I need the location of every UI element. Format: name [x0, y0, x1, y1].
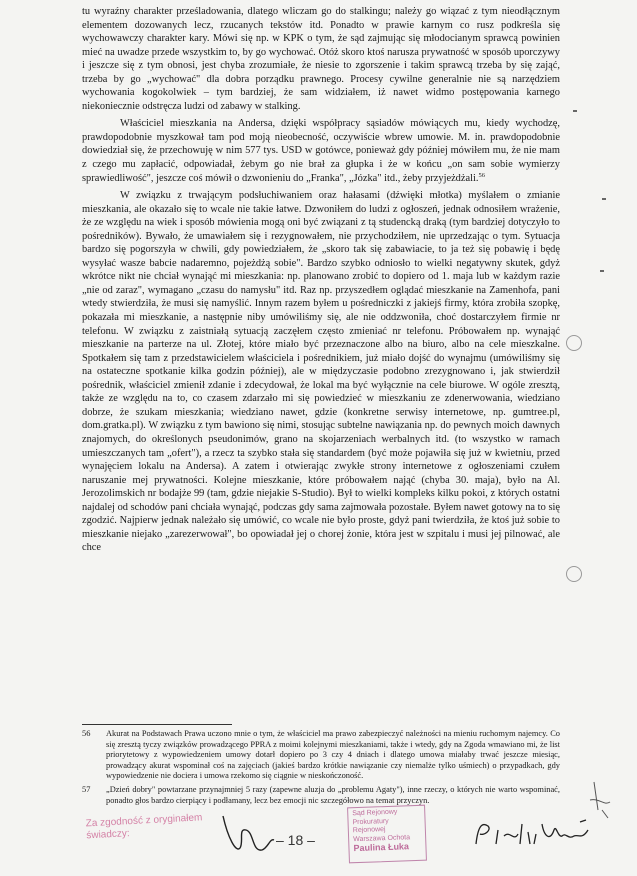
paragraph-3-text: W związku z trwającym podsłuchiwaniem oraz hałasami (dźwięki młotka) myślałem o zmianie mieszkania, ale okazało się to wcale nie takie łatwe. Dzwoniłem do ludzi z ogłoszeń, jednak odnosiłem wrażenie, że ze względu na wiek i sposób mówienia mogą oni być związani z tą studencką draką (tym bardziej dotyczyło to pośredników). Bywało, że umawiałem się i rezygnowałem, nie przychodziłem, nie uprzedzając o tym. Sytuacja bardzo się pogorszyła w chwili, gdy powiedziałem, że „skoro tak się zabawiacie, to ja też się pobawię i będę wysyłać wasze babcie nadaremno, pojeżdżą sobie". Bardzo szybko odniosło to wielki negatywny skutek, gdyż wkrótce nikt nie chciał wynająć mi mieszkania: np. planowano zrobić to dopiero od 1. maja lub w każdym razie „nie od zaraz", wymagano „czasu do namysłu" itd. Raz np. przyszedłem oglądać mieszkanie na Zamenhofa, pani wtedy stwierdziła, że musi się namyślić. Innym razem byłem u pośredniczki z jakiejś firmy, która zrobiła szopkę, pokazała mi mieszkanie, a następnie niby umówiliśmy się, ale nie oddzwoniła, choć dostarczyłem firmie nr telefonu. W związku z zaistniałą sytuacją zaczęłem często zmieniać nr telefonu. Próbowałem np. wynająć mieszkanie na parterze na ul. Złotej, które miało być przeznaczone albo na biuro, albo na cele mieszkalne. Spotkałem się tam z przedstawicielem właściciela i pośrednikiem, już miało dojść do wynajmu (umówiliśmy się na ostateczne spotkanie kilka godzin później), ale w międzyczasie podobno zrezygnowano i, jak stwierdził pośrednik, właściciel zmienił zdanie i zdecydował, że lokal ma być wyłącznie na cele biurowe. W ogóle zresztą, także ze względu na to, co czasem zdarzało mi się powiedzieć w mieszkaniu ze zdenerwowania, wiedziano dobrze, że szukam mieszkania; wiedziano nawet, gdzie (konkretne serwisy internetowe, np. gumtree.pl, dom.gratka.pl). W związku z tym bawiono się nimi, stosując subtelne nawiązania np. do pewnych moich dawnych znajomych, do określonych pseudonimów, grano na skojarzeniach werbalnych itd. (to wszystko w ramach umieszczanych tam „ofert"), a rzecz ta szybko stała się standardem (być może pojawiła się już w kwietniu, przed wynajęciem lokalu na Andersa). A zatem i otwierając zwykłe strony internetowe z ogłoszeniami czułem naruszanie mej prywatności. Kolejne mieszkanie, które próbowałem nająć (chyba 30. maja), było na Al. Jerozolimskich nr bodajże 99 (tam, gdzie niejakie S-Studio). Był to wielki kompleks kilku pokoi, z których ostatni najdalej od schodów pani chciała wynająć, podczas gdy sama zajmowała pozostałe. Byłem nawet gotowy na to się zgodzić. Najpierw jednak należało się umówić, co wcale nie było proste, gdyż pani twierdziła, że ktoś już sobie to mieszkanie niejako „zarezerwował", bo opowiadał jej o chorej żonie, która jest w szpitalu i musi jej pilnować, ale chce	[82, 190, 560, 554]
footnote-56	[82, 729, 560, 782]
stamp-line: Warszawa Ochota	[353, 833, 411, 843]
stamp-line: Sąd Rejonowy	[352, 808, 398, 818]
footnote-text: „Dzień dobry" powtarzane przynajmniej 5 razy (zapewne aluzja do „problemu Agaty"), inne rzeczy, o których nie warto wspominać, ponadto głos bardzo cierpiący i podłamany, lecz bez emocji nic szczegółowo na temat przyczyn.	[106, 784, 560, 805]
stamp-line: Prokuratury Rejonowej	[352, 817, 389, 835]
stamp-line: świadczy:	[86, 828, 130, 842]
page-number: – 18 –	[276, 832, 315, 848]
margin-dot-icon	[600, 270, 604, 272]
signature-right-icon	[470, 816, 610, 852]
stamp-line: Za zgodność z oryginałem	[85, 812, 203, 830]
footnote-57	[82, 785, 560, 806]
punch-hole-icon	[566, 566, 582, 582]
paragraph-2	[82, 117, 560, 185]
paragraph-3	[82, 189, 560, 555]
footnote-ref-56: 56	[478, 171, 485, 179]
signature-left-icon	[218, 808, 278, 858]
punch-hole-icon	[566, 335, 582, 351]
margin-mark-icon	[586, 780, 616, 820]
footnote-text: Akurat na Podstawach Prawa uczono mnie o tym, że właściciel ma prawo zabezpieczyć należności na mieniu ruchomym najemcy. Co się zresztą tyczy związków prowadzącego PPRA z moimi kolejnymi mieszkaniami, także i wtedy, gdy na Zgoda wmawiano mi, że list priorytetowy z wypowiedzeniem umowy dotarł dopiero po 3 czy 4 dniach i dlatego umowa miałaby trwać jeszcze miesiąc, prowadzący akurat wspominał coś na zajęciach (jakieś bardzo krótkie nawiązanie czy niemalże tylko uśmiech) o przypadkach, gdy wypowiedzenie nie dociera i umowa rzekomo się ciągnie w nieskończoność.	[106, 729, 560, 781]
footnote-number: 57	[82, 784, 91, 794]
margin-dot-icon	[573, 110, 577, 112]
stamp-name: Paulina Łuka	[353, 841, 410, 854]
official-stamp	[347, 805, 427, 864]
paragraph-1-text: tu wyraźny charakter prześladowania, dlatego wliczam go do stalkingu; należy go wiązać z tym nieodłącznym elementem dozowanych lecz, rzucanych tekstów itd. Ponadto w prawie karnym co rusz podkreśla się wychowawczy charakter kary. Mówi się np. w KPK o tym, że sąd zajmując się młodocianym sprawcą powinien mieć na uwadze przede wszystkim to, by go wychować. Otóż skoro ktoś narusza prywatność w sposób uporczywy i jeszcze się z tym obnosi, jest chyba zrozumiałe, że niesie to zgorszenie i takim sprawcą trzeba by się zająć, trzeba by go „wychować" dla dobra porządku prawnego. Procesy cywilne generalnie nie są narzędziem wychowania kogokolwiek – tym bardziej, że sam widziałem, iż nawet widmo postępowania karnego niekoniecznie odstręcza ludzi od zabawy w stalking.	[82, 6, 560, 112]
certification-stamp	[85, 812, 216, 843]
footnote-number: 56	[82, 729, 91, 738]
margin-dot-icon	[602, 198, 606, 200]
footnotes	[82, 729, 560, 809]
body-text	[82, 5, 560, 559]
footnote-rule	[82, 724, 232, 725]
paragraph-1	[82, 5, 560, 113]
paragraph-2-text: Właściciel mieszkania na Andersa, dzięki współpracy sąsiadów mówiących mu, kiedy wychodzę, prawdopodobnie myszkował tam pod moją nieobecność, oczywiście wbrew umowie. M. in. prawdopodobnie dowiedział się, że przechowuję w nim 577 tys. USD w gotówce, ponieważ gdy później mówiłem mu, że nie mam z czego mu zapłacić, odpowiadał, żebym go nie brał za głupka i że w końcu „on sam sobie wymierzy sprawiedliwość", jeszcze coś mówił o dzwonieniu do „Franka", „Józka" itd., żeby przyjeżdżali.	[82, 118, 560, 184]
